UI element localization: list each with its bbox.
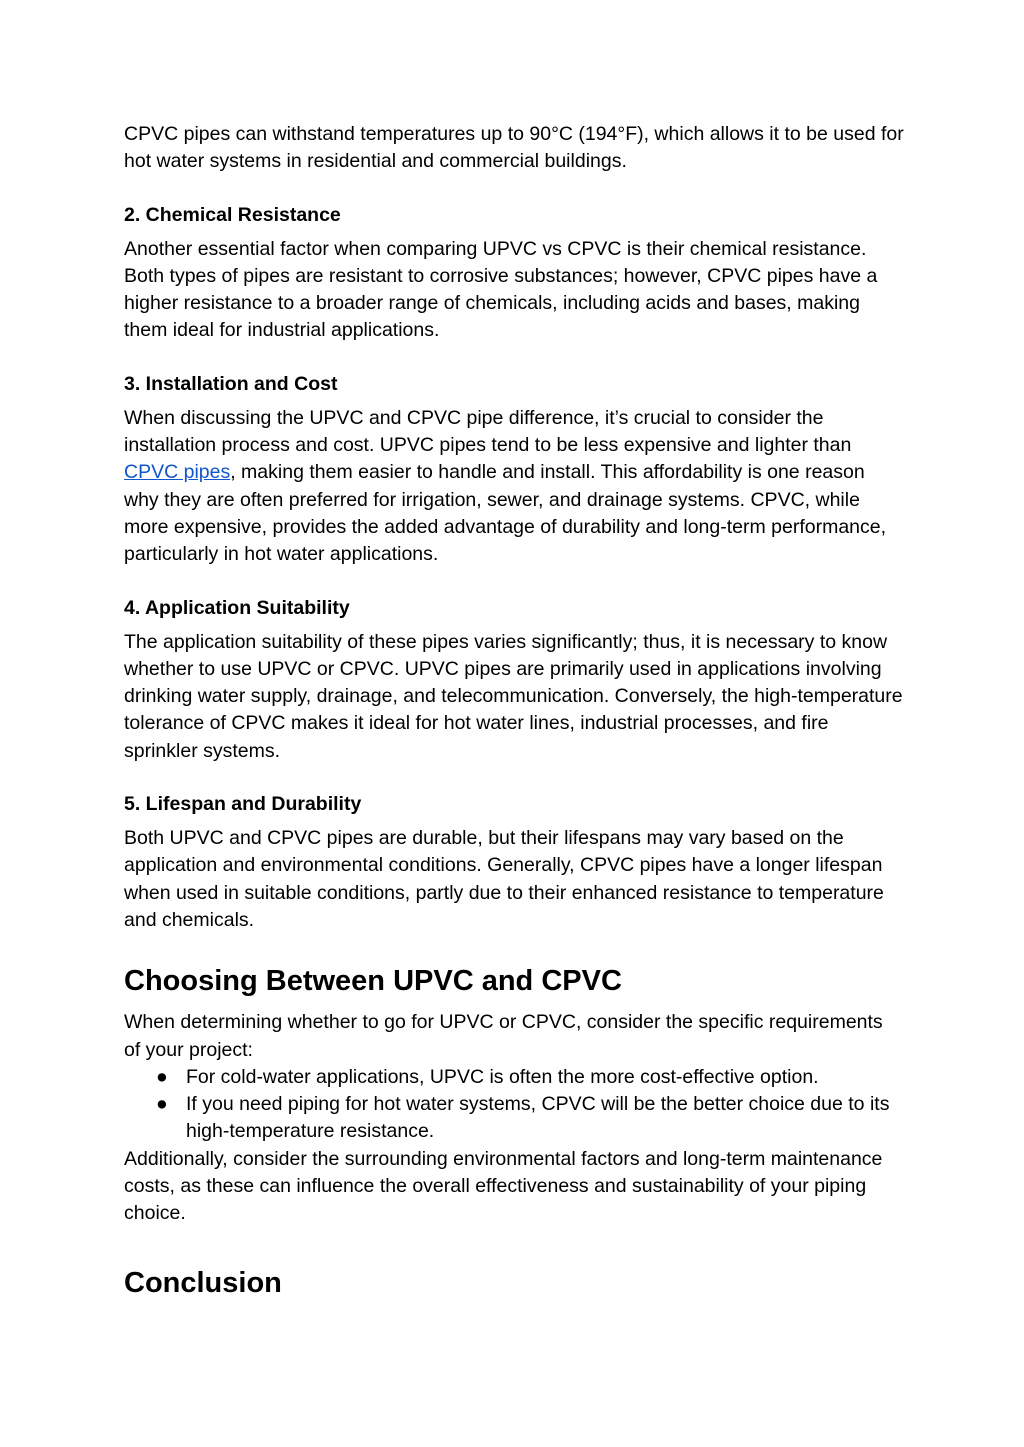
list-item-text: If you need piping for hot water systems, CPVC will be the better choice due to its high-temperature resistance. [186, 1093, 890, 1143]
choosing-outro: Additionally, consider the surrounding environmental factors and long-term maintenance costs, as these can influence the overall effectiveness and sustainability of your piping choice. [124, 1147, 883, 1225]
list-item [124, 1091, 904, 1146]
bullet-icon: ● [156, 1065, 168, 1088]
section-heading-application-suitability: 4. Application Suitability [124, 596, 350, 619]
document-content [124, 121, 904, 1300]
section-heading-lifespan-durability: 5. Lifespan and Durability [124, 793, 362, 816]
section-heading-installation-cost: 3. Installation and Cost [124, 372, 338, 395]
choosing-bullet-list [124, 1064, 904, 1146]
list-item [124, 1064, 904, 1091]
section-body-lifespan-durability: Both UPVC and CPVC pipes are durable, but their lifespans may vary based on the application and environmental conditions. Generally, CPVC pipes have a longer lifespan when used in suitable conditions, partly due to their enhanced resistance to temperature and chemicals. [124, 827, 884, 931]
bullet-icon: ● [156, 1093, 168, 1116]
installation-text-before-link: When discussing the UPVC and CPVC pipe difference, it’s crucial to consider the installation process and cost. UPVC pipes tend to be less expensive and lighter than [124, 406, 852, 457]
choosing-heading: Choosing Between UPVC and CPVC [124, 965, 622, 998]
installation-text-after-link: , making them easier to handle and install. This affordability is one reason why they are often preferred for irrigation, sewer, and drainage systems. CPVC, while more expensive, provides the added advantage of durability and long-term performance, particularly in hot water applications. [124, 461, 887, 566]
section-heading-chemical-resistance: 2. Chemical Resistance [124, 203, 341, 226]
section-body-chemical-resistance: Another essential factor when comparing UPVC vs CPVC is their chemical resistance. Both types of pipes are resistant to corrosive substances; however, CPVC pipes have a higher resistance to a broader range of chemicals, including acids and bases, making them ideal for industrial applications. [124, 237, 878, 342]
list-item-text: For cold-water applications, UPVC is often the more cost-effective option. [186, 1065, 819, 1088]
conclusion-heading: Conclusion [124, 1266, 282, 1299]
intro-paragraph: CPVC pipes can withstand temperatures up to 90°C (194°F), which allows it to be used for hot water systems in residential and commercial buildings. [124, 123, 904, 173]
cpvc-pipes-link[interactable]: CPVC pipes [124, 461, 231, 484]
section-body-application-suitability: The application suitability of these pipes varies significantly; thus, it is necessary to know whether to use UPVC or CPVC. UPVC pipes are primarily used in applications involving drinking water supply, drainage, and telecommunication. Conversely, the high-temperature tolerance of CPVC makes it ideal for hot water lines, industrial processes, and fire sprinkler systems. [124, 630, 903, 762]
section-body-installation-cost [124, 405, 904, 569]
choosing-intro: When determining whether to go for UPVC or CPVC, consider the specific requirements of your project: [124, 1011, 883, 1061]
